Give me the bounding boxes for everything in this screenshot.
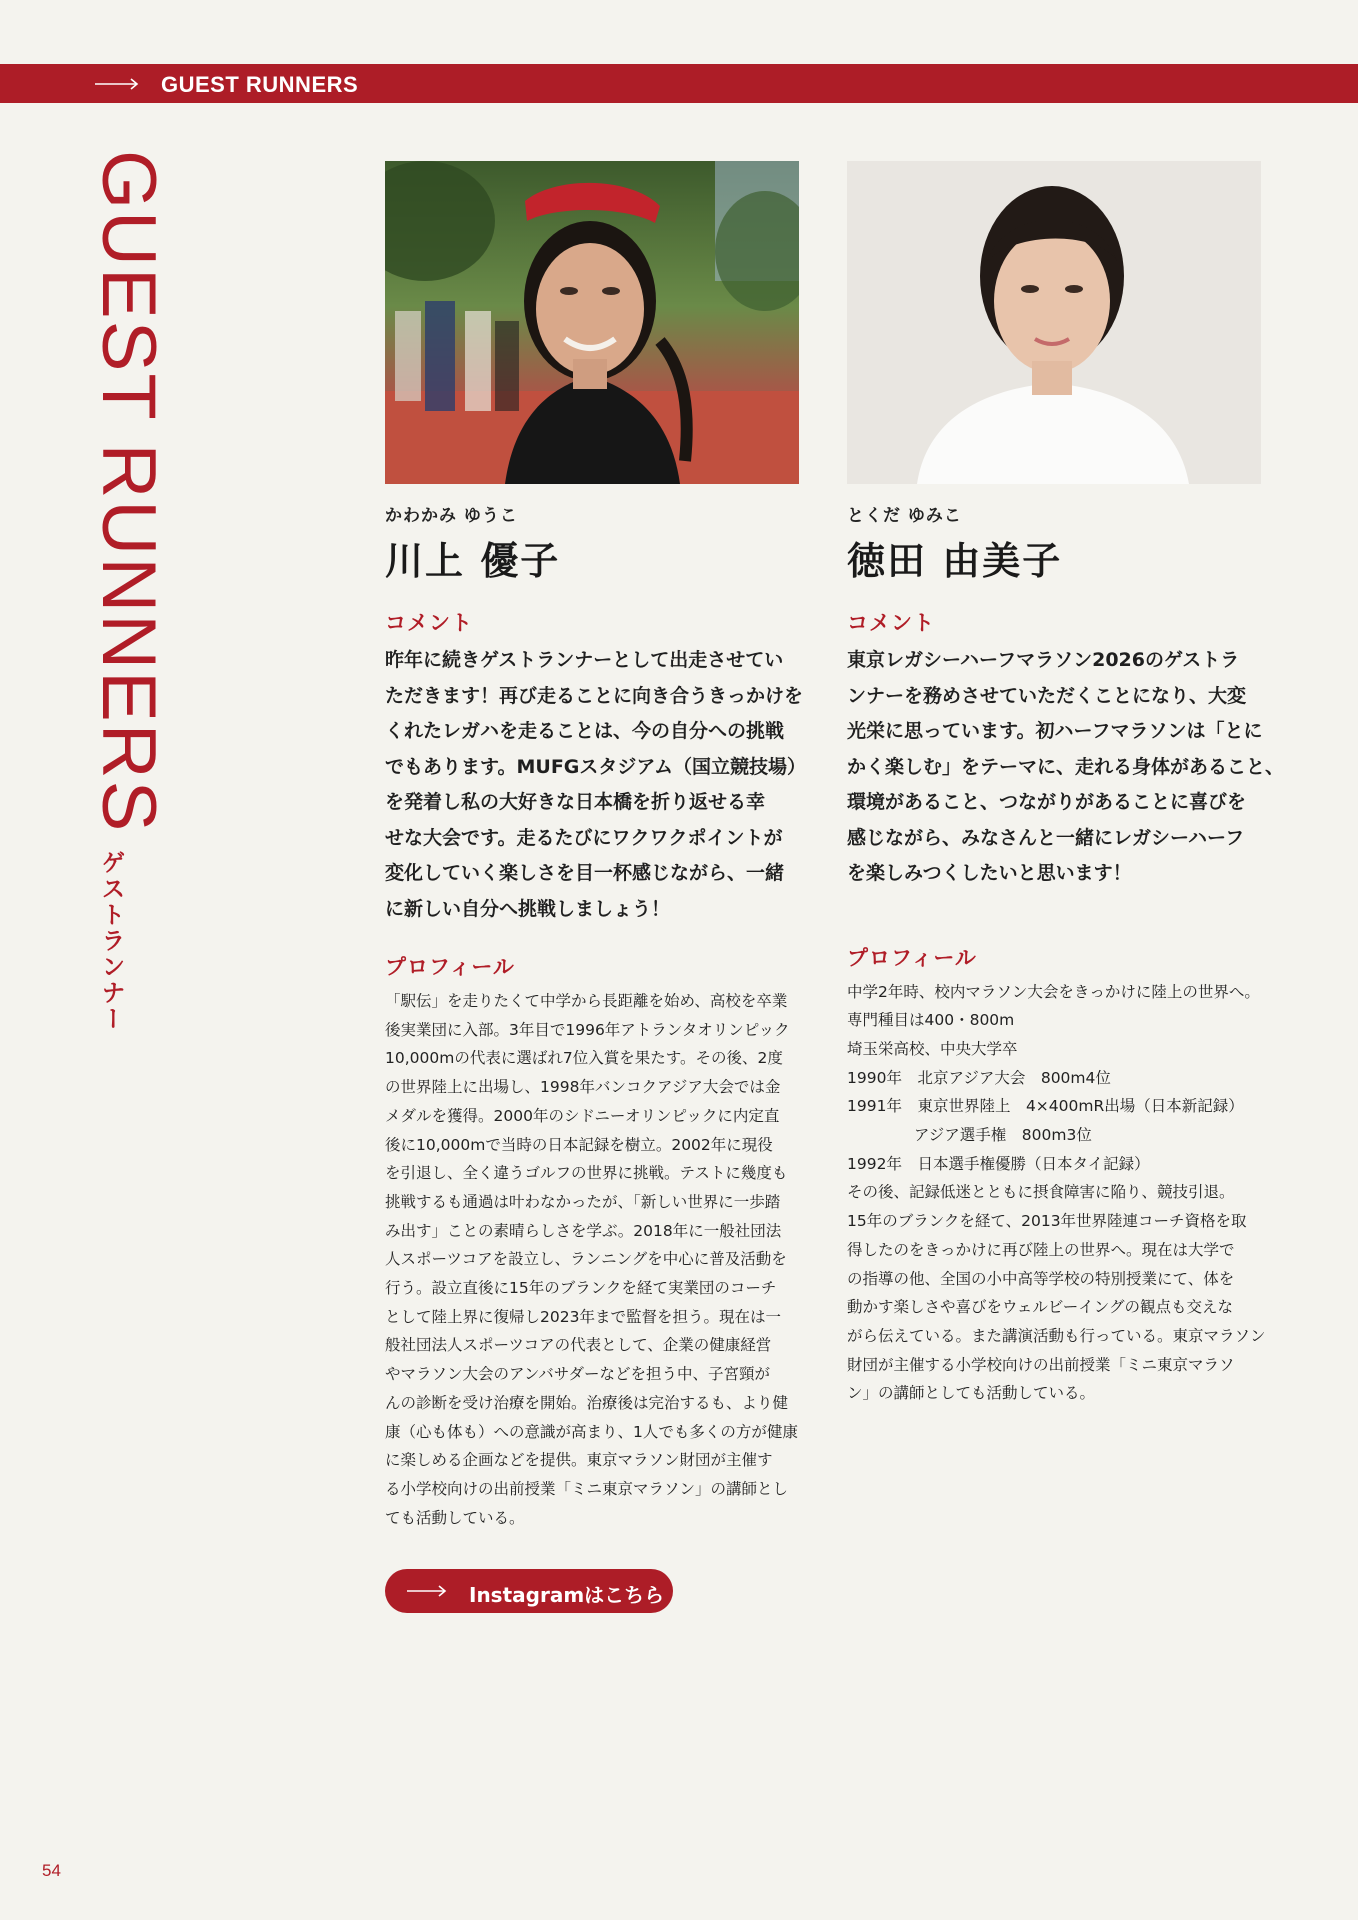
profile-line: 動かす楽しさや喜びをウェルビーイングの観点も交えな — [847, 1298, 1233, 1317]
runner-card-tokuda — [847, 161, 1285, 1408]
profile-line: んの診断を受け治療を開始。治療後は完治するも、より健 — [385, 1393, 789, 1412]
profile-line: 「駅伝」を走りたくて中学から長距離を始め、高校を卒業 — [385, 992, 788, 1010]
profile-text — [847, 978, 1272, 1409]
profile-line: 般社団法人スポーツコアの代表として、企業の健康経営 — [385, 1336, 772, 1355]
profile-line: アジア選手権 800m3位 — [847, 1126, 1092, 1145]
profile-line: に楽しめる企画などを提供。東京マラソン財団が主催す — [385, 1451, 773, 1470]
profile-line: 康（心も体も）への意識が高まり、1人でも多くの方が健康 — [385, 1422, 798, 1441]
profile-line: 1990年 北京アジア大会 800m4位 — [847, 1068, 1111, 1087]
comment-line: 変化していく楽しさを目一杯感じながら、一緒 — [385, 862, 785, 884]
runner-name: 川上 優子 — [385, 539, 561, 583]
profile-line: 得したのをきっかけに再び陸上の世界へ。現在は大学で — [847, 1240, 1235, 1259]
profile-line: がら伝えている。また講演活動も行っている。東京マラソン — [847, 1326, 1266, 1345]
comment-text — [847, 643, 1285, 892]
comment-line: 昨年に続きゲストランナーとして出走させてい — [385, 649, 784, 671]
comment-line: 光栄に思っています。初ハーフマラソンは「とに — [847, 720, 1263, 742]
comment-line: 環境があること、つながりがあることに喜びを — [847, 791, 1247, 813]
instagram-button-label: Instagramはこちら — [469, 1583, 665, 1607]
comment-line: かく楽しむ」をテーマに、走れる身体があること、 — [847, 755, 1285, 778]
profile-line: やマラソン大会のアンバサダーなどを担う中、子宮頸が — [385, 1365, 771, 1384]
profile-line: 15年のブランクを経て、2013年世界陸連コーチ資格を取 — [847, 1212, 1247, 1231]
comment-line: ンナーを務めさせていただくことになり、大変 — [847, 684, 1247, 707]
profile-line: 1991年 東京世界陸上 4×400mR出場（日本新記録） — [847, 1097, 1244, 1116]
profile-line: 財団が主催する小学校向けの出前授業「ミニ東京マラソ — [847, 1355, 1235, 1374]
runner-card-kawakami — [385, 161, 807, 1532]
comment-line: でもあります。MUFGスタジアム（国立競技場） — [385, 755, 807, 778]
comment-line: ただきます！再び走ることに向き合うきっかけを — [385, 684, 804, 707]
runner-photo-tokuda — [847, 161, 1261, 484]
vertical-subtitle: ゲストランナー — [97, 850, 125, 1032]
section-banner — [0, 64, 1358, 103]
profile-line: の指導の他、全国の小中高等学校の特別授業にて、体を — [847, 1269, 1235, 1288]
profile-line: その後、記録低迷とともに摂食障害に陥り、競技引退。 — [847, 1183, 1235, 1202]
arrow-right-icon — [95, 78, 139, 90]
profile-line: 1992年 日本選手権優勝（日本タイ記録） — [847, 1154, 1150, 1173]
profile-line: として陸上界に復帰し2023年まで監督を担う。現在は一 — [385, 1307, 781, 1326]
profile-line: ン」の講師としても活動している。 — [847, 1384, 1096, 1403]
profile-line: 専門種目は400・800m — [847, 1011, 1015, 1030]
profile-line: み出す」ことの素晴らしさを学ぶ。2018年に一般社団法 — [385, 1221, 782, 1240]
comment-heading: コメント — [385, 611, 473, 635]
comment-line: せな大会です。走るたびにワクワクポイントが — [385, 826, 783, 849]
comment-heading: コメント — [847, 611, 935, 635]
profile-heading: プロフィール — [847, 945, 977, 970]
profile-line: 人スポーツコアを設立し、ランニングを中心に普及活動を — [385, 1250, 787, 1269]
profile-heading: プロフィール — [385, 955, 515, 979]
profile-line: 中学2年時、校内マラソン大会をきっかけに陸上の世界へ。 — [847, 982, 1260, 1001]
profile-line: メダルを獲得。2000年のシドニーオリンピックに内定直 — [385, 1106, 780, 1125]
comment-line: に新しい自分へ挑戦しましょう！ — [385, 897, 671, 920]
profile-line: 後実業団に入部。3年目で1996年アトランタオリンピック — [385, 1020, 790, 1039]
runner-kana: かわかみ ゆうこ — [385, 506, 518, 526]
runner-photo-kawakami — [385, 161, 799, 484]
profile-line: ても活動している。 — [385, 1508, 525, 1527]
instagram-button[interactable] — [385, 1569, 673, 1613]
comment-line: くれたレガハを走ることは、今の自分への挑戦 — [385, 720, 785, 742]
vertical-title: GUEST RUNNERS — [86, 150, 171, 834]
arrow-right-icon — [407, 1585, 447, 1597]
profile-line: る小学校向けの出前授業「ミニ東京マラソン」の講師とし — [385, 1479, 789, 1498]
banner-title: GUEST RUNNERS — [161, 72, 359, 97]
profile-text — [385, 987, 800, 1532]
comment-line: を楽しみつくしたいと思います！ — [847, 862, 1132, 884]
page-number: 54 — [42, 1861, 61, 1880]
comment-line: 感じながら、みなさんと一緒にレガシーハーフ — [847, 826, 1245, 849]
profile-line: の世界陸上に出場し、1998年バンコクアジア大会では金 — [385, 1078, 781, 1097]
profile-line: 10,000mの代表に選ばれ7位入賞を果たす。その後、2度 — [385, 1049, 783, 1068]
runner-kana: とくだ ゆみこ — [847, 506, 962, 526]
comment-line: 東京レガシーハーフマラソン2026のゲストラ — [847, 649, 1240, 671]
profile-line: 挑戦するも通過は叶わなかったが、「新しい世界に一歩踏 — [385, 1192, 781, 1211]
profile-line: 後に10,000mで当時の日本記録を樹立。2002年に現役 — [385, 1135, 773, 1154]
comment-line: を発着し私の大好きな日本橋を折り返せる幸 — [385, 791, 766, 813]
comment-text — [385, 643, 807, 927]
runner-name: 徳田 由美子 — [847, 539, 1063, 583]
profile-line: 行う。設立直後に15年のブランクを経て実業団のコーチ — [385, 1279, 777, 1298]
profile-line: を引退し、全く違うゴルフの世界に挑戦。テストに幾度も — [385, 1164, 788, 1183]
profile-line: 埼玉栄高校、中央大学卒 — [847, 1039, 1018, 1058]
